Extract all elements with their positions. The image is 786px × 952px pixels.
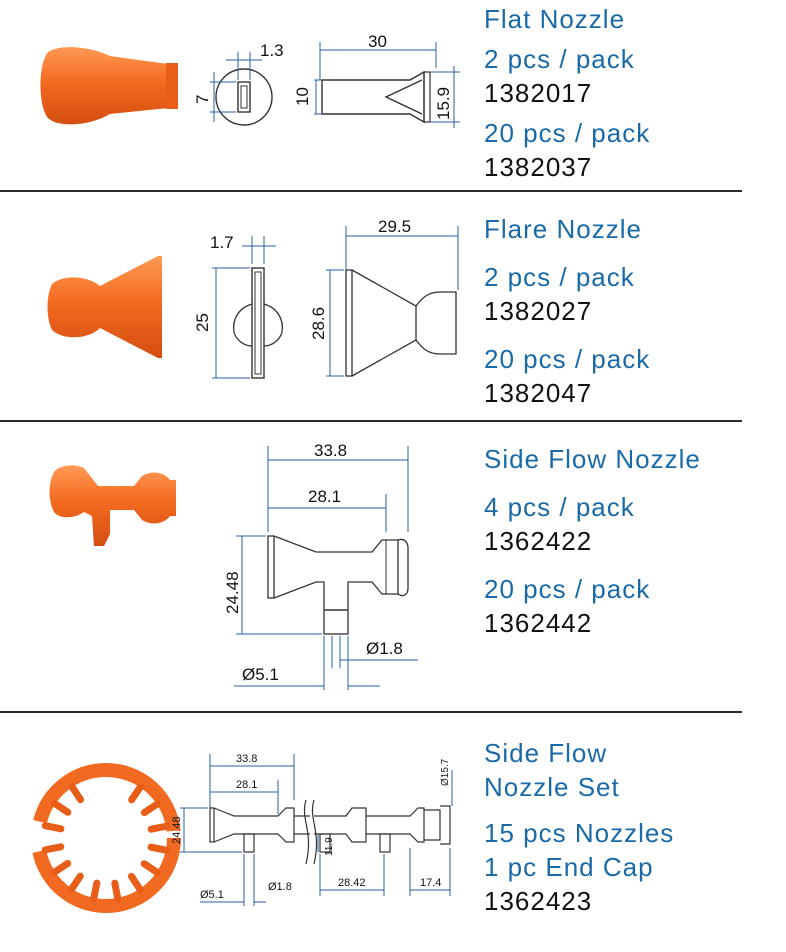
flat-nozzle-info (484, 6, 650, 180)
flat-dim-h3: 15.9 (434, 86, 453, 120)
ring-nozzle-tooth (115, 883, 118, 899)
section-divider (0, 190, 742, 192)
product-title: Flare Nozzle (484, 214, 642, 244)
flat-dim-w1: 1.3 (260, 41, 284, 60)
flat-nozzle-side-view (293, 32, 470, 162)
side-flow-nozzle-info (484, 446, 701, 636)
ring-nozzle-tooth (45, 847, 61, 850)
set-dim-d15: Ø15.7 (440, 758, 451, 786)
pack-size: 2 pcs / pack (484, 44, 635, 74)
ring-nozzle-tooth (71, 876, 80, 889)
product-title: Side Flow (484, 738, 608, 768)
set-dim-pitch: 28.42 (338, 877, 366, 889)
flat-dim-h1: 7 (193, 94, 212, 104)
product-code: 1382017 (484, 78, 593, 108)
pack-size: 4 pcs / pack (484, 492, 635, 522)
ring-nozzle-tooth (132, 787, 141, 800)
product-title: Flat Nozzle (484, 4, 626, 34)
section-divider (0, 420, 742, 422)
ring-nozzle-tooth (151, 826, 167, 829)
sfn-dim-h: 24.48 (223, 571, 242, 614)
ring-nozzle-tooth (54, 863, 67, 872)
flat-dim-len: 30 (368, 32, 387, 51)
side-flow-nozzle-drawing (220, 436, 450, 696)
pack-size: 20 pcs / pack (484, 344, 651, 374)
ring-nozzle-tooth (45, 826, 61, 829)
ring-nozzle-tooth (55, 803, 68, 812)
flare-dim-len: 29.5 (378, 217, 412, 236)
pack-size: 2 pcs / pack (484, 262, 635, 292)
flat-dim-h2: 10 (293, 87, 312, 106)
product-code: 1382047 (484, 378, 593, 408)
product-code: 1362422 (484, 526, 593, 556)
nozzle-set-ring-photo (10, 742, 190, 942)
flare-dim-w1: 1.7 (210, 233, 234, 252)
set-dim-len2: 28.1 (236, 779, 258, 791)
set-content: 15 pcs Nozzles (484, 818, 675, 848)
nozzle-set-info (484, 740, 674, 914)
product-code: 1362442 (484, 608, 593, 638)
product-code: 1382027 (484, 296, 593, 326)
product-title: Side Flow Nozzle (484, 444, 701, 474)
sfn-dim-len2: 28.1 (308, 487, 342, 506)
ring-nozzle-tooth (72, 786, 81, 799)
sfn-dim-d2: Ø5.1 (242, 665, 279, 684)
section-divider (0, 711, 742, 713)
flare-nozzle-info (484, 216, 650, 406)
product-code: 1382037 (484, 152, 593, 182)
set-dim-end: 17.4 (420, 877, 442, 889)
product-title: Nozzle Set (484, 772, 620, 802)
ring-nozzle-tooth (144, 864, 157, 873)
flare-nozzle-end-view (186, 228, 306, 378)
set-dim-h: 24.48 (171, 816, 183, 844)
set-dim-d1: Ø5.1 (200, 889, 224, 901)
ring-nozzle-tooth (131, 876, 140, 889)
flat-nozzle-photo (20, 30, 200, 160)
set-content: 1 pc End Cap (484, 852, 654, 882)
set-dim-d2: Ø1.8 (268, 881, 292, 893)
set-dim-len1: 33.8 (236, 753, 258, 765)
pack-size: 20 pcs / pack (484, 574, 651, 604)
set-dim-h2: 11.9 (324, 837, 335, 856)
pack-size: 20 pcs / pack (484, 118, 651, 148)
ring-nozzle-tooth (151, 847, 167, 850)
ring-nozzle-tooth (94, 883, 97, 899)
ring-nozzle-tooth (144, 804, 157, 813)
sfn-dim-d1: Ø1.8 (366, 639, 403, 658)
sfn-dim-len1: 33.8 (314, 441, 348, 460)
side-flow-nozzle-photo (40, 450, 200, 560)
nozzle-set-drawing (170, 740, 460, 920)
flare-dim-h1: 25 (193, 313, 212, 332)
flare-nozzle-side-view (309, 212, 462, 382)
flare-dim-h2: 28.6 (309, 306, 328, 340)
product-code: 1362423 (484, 886, 593, 916)
